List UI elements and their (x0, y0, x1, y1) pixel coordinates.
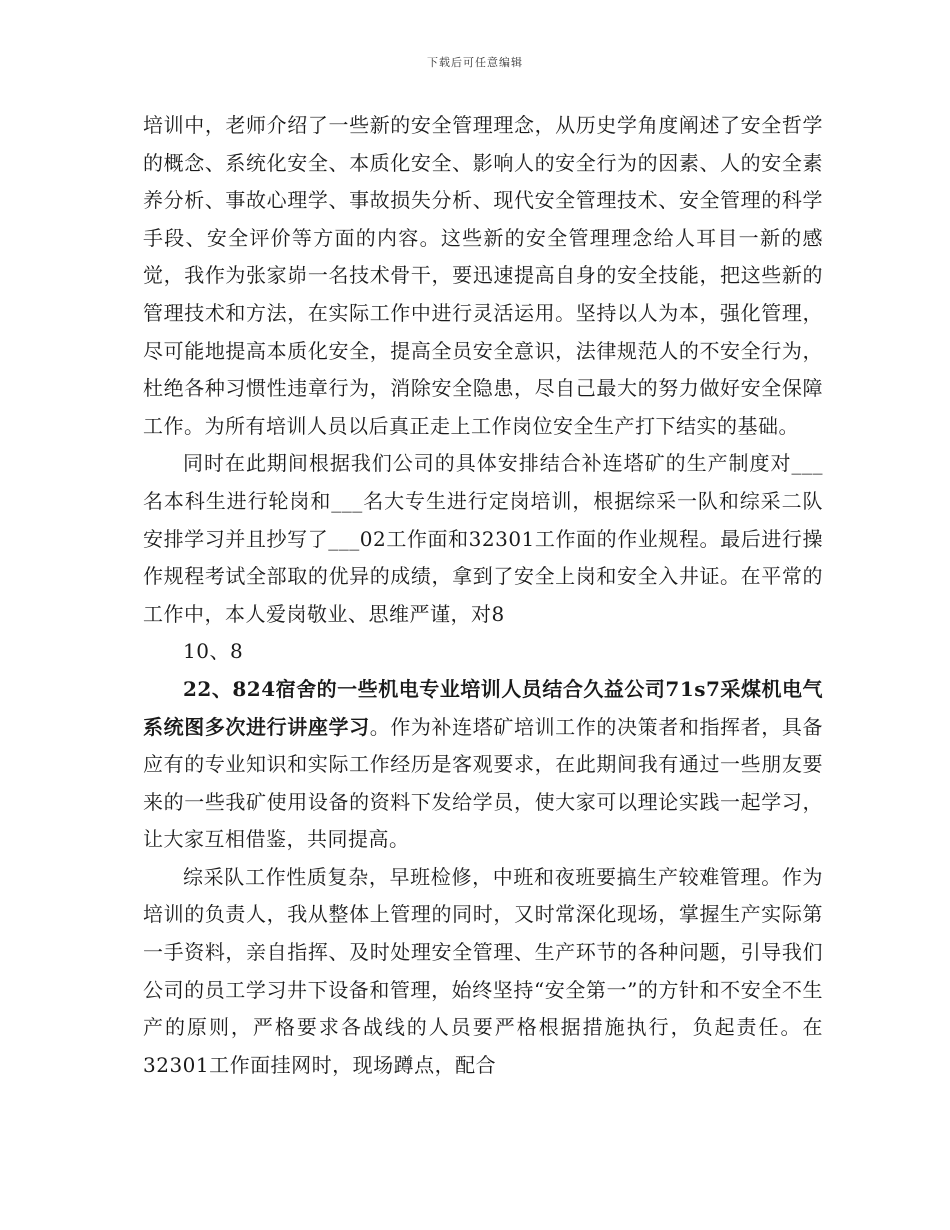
paragraph-4-rest: 。作为补连塔矿培训工作的决策者和指挥者，具备应有的专业知识和实际工作经历是客观要求，在此期间我有通过一些朋友要来的一些我矿使用设备的资料下发给学员，使大家可以理论实践一起学习，让大家互相借鉴，共同提高。 (143, 714, 823, 852)
paragraph-3: 10、8 (183, 639, 244, 664)
paragraph-4-bold: 22、824宿舍的一些机电专业培训人员结合久益公司71s7采煤机电气系统图多次进行讲座学习 (143, 676, 823, 739)
document-body (143, 107, 823, 1084)
paragraph-5: 综采队工作性质复杂，早班检修，中班和夜班要搞生产较难管理。作为培训的负责人，我从整体上管理的同时，又时常深化现场，掌握生产实际第一手资料，亲自指挥、及时处理安全管理、生产环节的各种问题，引导我们公司的员工学习井下设备和管理，始终坚持“安全第一”的方针和不安全不生产的原则，严格要求各战线的人员要严格根据措施执行，负起责任。在32301工作面挂网时，现场蹲点，配合 (143, 864, 823, 1077)
paragraph-4 (143, 671, 823, 859)
page-header: 下载后可任意编辑 (427, 56, 523, 69)
paragraph-1: 培训中，老师介绍了一些新的安全管理理念，从历史学角度阐述了安全哲学的概念、系统化安全、本质化安全、影响人的安全行为的因素、人的安全素养分析、事故心理学、事故损失分析、现代安全管理技术、安全管理的科学手段、安全评价等方面的内容。这些新的安全管理理念给人耳目一新的感觉，我作为张家峁一名技术骨干，要迅速提高自身的安全技能，把这些新的管理技术和方法，在实际工作中进行灵活运用。坚持以人为本，强化管理，尽可能地提高本质化安全，提高全员安全意识，法律规范人的不安全行为，杜绝各种习惯性违章行为，消除安全隐患，尽自己最大的努力做好安全保障工作。为所有培训人员以后真正走上工作岗位安全生产打下结实的基础。 (143, 113, 823, 438)
paragraph-2: 同时在此期间根据我们公司的具体安排结合补连塔矿的生产制度对___名本科生进行轮岗和___名大专生进行定岗培训，根据综采一队和综采二队安排学习并且抄写了___02工作面和32301工作面的作业规程。最后进行操作规程考试全部取的优异的成绩，拿到了安全上岗和安全入井证。在平常的工作中，本人爱岗敬业、思维严谨，对8 (143, 451, 823, 626)
